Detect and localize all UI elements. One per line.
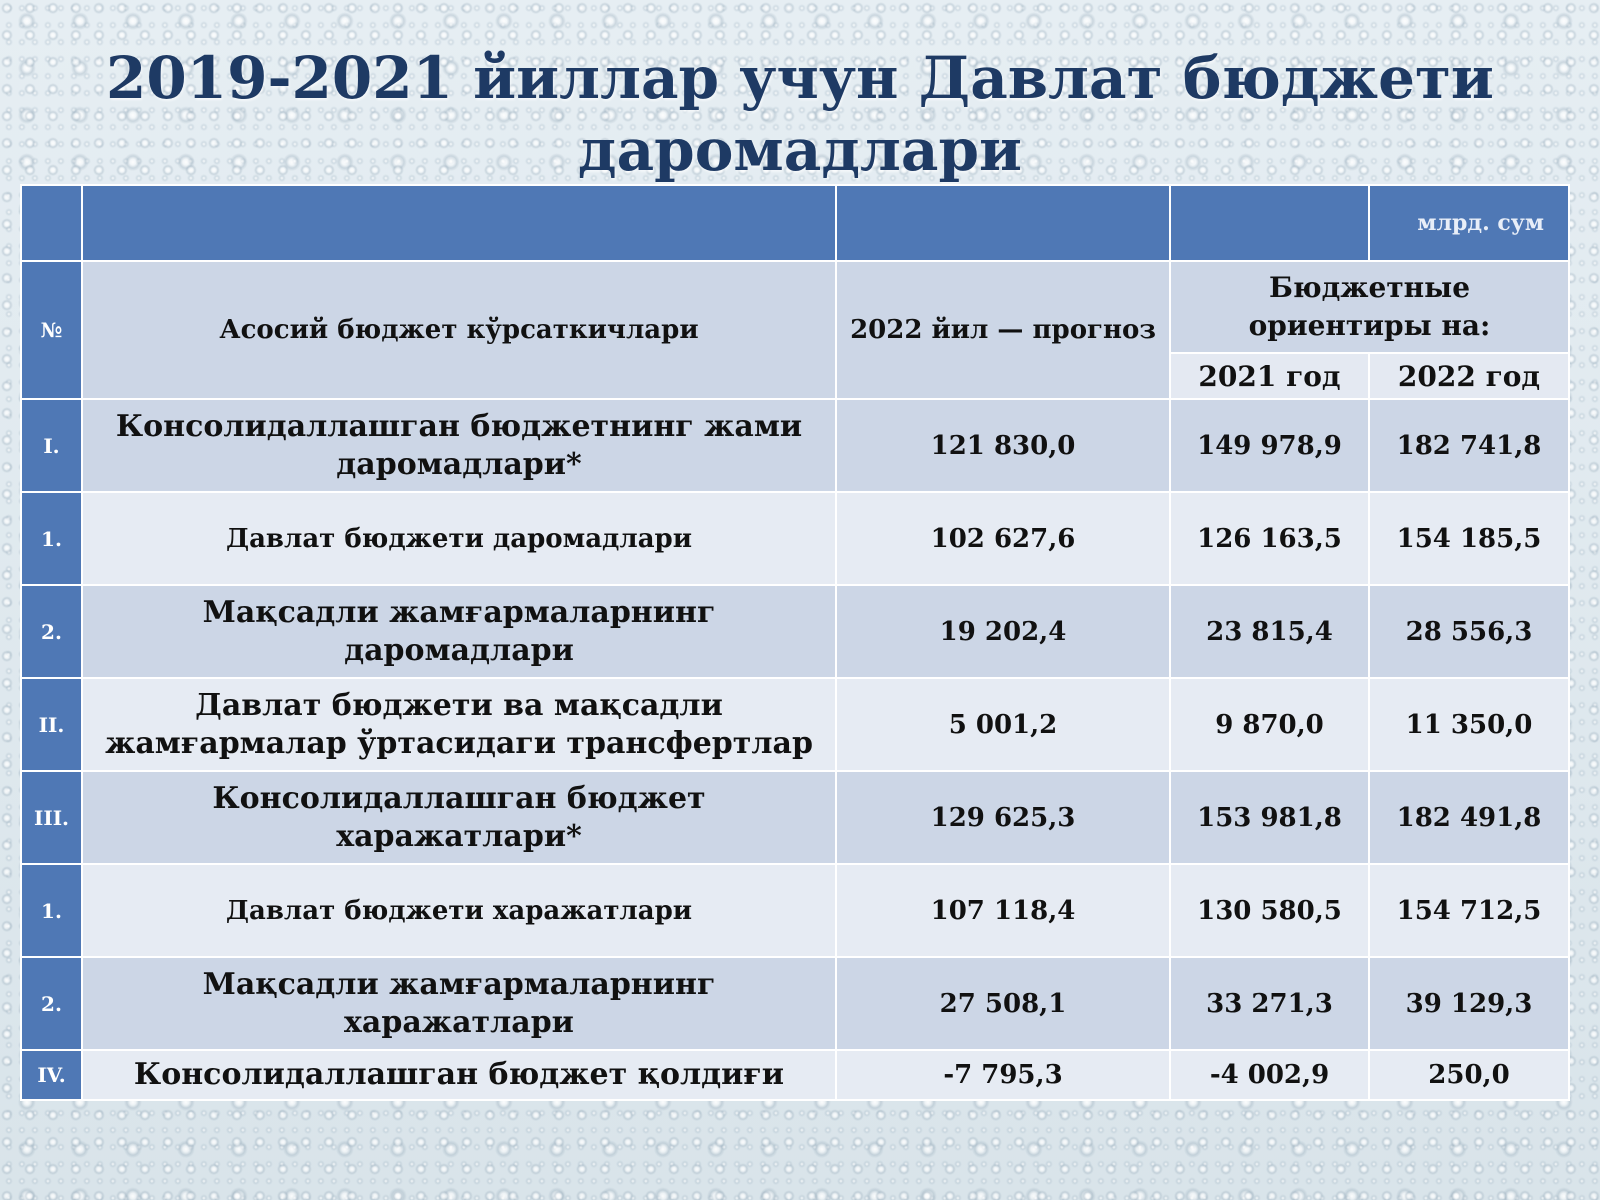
row-2022: 154 712,5 bbox=[1369, 864, 1569, 957]
row-2021: 153 981,8 bbox=[1170, 771, 1369, 864]
row-number: 2. bbox=[21, 957, 82, 1050]
row-indicator: Консолидаллашган бюджет қолдиғи bbox=[82, 1050, 836, 1100]
table-row bbox=[21, 585, 1569, 678]
row-number: II. bbox=[21, 678, 82, 771]
row-2022: 250,0 bbox=[1369, 1050, 1569, 1100]
table-row bbox=[21, 678, 1569, 771]
top-bar-cell bbox=[82, 185, 836, 261]
row-indicator: Мақсадли жамғармаларнинг даромадлари bbox=[82, 585, 836, 678]
row-forecast: 5 001,2 bbox=[836, 678, 1170, 771]
top-bar-cell bbox=[1170, 185, 1369, 261]
page-title bbox=[0, 42, 1600, 186]
row-2021: 149 978,9 bbox=[1170, 399, 1369, 492]
row-number: I. bbox=[21, 399, 82, 492]
row-forecast: 107 118,4 bbox=[836, 864, 1170, 957]
table-top-bar bbox=[21, 185, 1569, 261]
top-bar-cell bbox=[21, 185, 82, 261]
page-title-line-2: даромадлари bbox=[577, 116, 1023, 184]
row-2022: 182 741,8 bbox=[1369, 399, 1569, 492]
row-number: 2. bbox=[21, 585, 82, 678]
row-forecast: -7 795,3 bbox=[836, 1050, 1170, 1100]
table-row bbox=[21, 1050, 1569, 1100]
row-indicator: Давлат бюджети ва мақсадли жамғармалар ўртасидаги трансфертлар bbox=[82, 678, 836, 771]
row-forecast: 129 625,3 bbox=[836, 771, 1170, 864]
row-2022: 154 185,5 bbox=[1369, 492, 1569, 585]
row-indicator: Давлат бюджети даромадлари bbox=[82, 492, 836, 585]
row-2022: 182 491,8 bbox=[1369, 771, 1569, 864]
row-2021: 23 815,4 bbox=[1170, 585, 1369, 678]
header-orientirs: Бюджетные ориентиры на: bbox=[1170, 261, 1569, 353]
row-number: III. bbox=[21, 771, 82, 864]
row-indicator: Давлат бюджети харажатлари bbox=[82, 864, 836, 957]
row-2021: 33 271,3 bbox=[1170, 957, 1369, 1050]
table-row bbox=[21, 771, 1569, 864]
row-number: 1. bbox=[21, 864, 82, 957]
table-row bbox=[21, 957, 1569, 1050]
row-2022: 39 129,3 bbox=[1369, 957, 1569, 1050]
row-2021: -4 002,9 bbox=[1170, 1050, 1369, 1100]
table-row bbox=[21, 864, 1569, 957]
budget-table bbox=[20, 184, 1570, 1101]
row-2021: 130 580,5 bbox=[1170, 864, 1369, 957]
row-2021: 9 870,0 bbox=[1170, 678, 1369, 771]
row-forecast: 121 830,0 bbox=[836, 399, 1170, 492]
row-indicator: Консолидаллашган бюджет харажатлари* bbox=[82, 771, 836, 864]
row-forecast: 19 202,4 bbox=[836, 585, 1170, 678]
header-number: № bbox=[21, 261, 82, 399]
row-number: 1. bbox=[21, 492, 82, 585]
header-year-2021: 2021 год bbox=[1170, 353, 1369, 399]
row-2021: 126 163,5 bbox=[1170, 492, 1369, 585]
unit-label: млрд. сум bbox=[1369, 185, 1569, 261]
row-forecast: 27 508,1 bbox=[836, 957, 1170, 1050]
header-row bbox=[21, 261, 1569, 353]
row-number: IV. bbox=[21, 1050, 82, 1100]
header-forecast: 2022 йил — прогноз bbox=[836, 261, 1170, 399]
header-indicators: Асосий бюджет кўрсаткичлари bbox=[82, 261, 836, 399]
top-bar-cell bbox=[836, 185, 1170, 261]
header-year-2022: 2022 год bbox=[1369, 353, 1569, 399]
row-2022: 28 556,3 bbox=[1369, 585, 1569, 678]
table-row bbox=[21, 492, 1569, 585]
row-indicator: Мақсадли жамғармаларнинг харажатлари bbox=[82, 957, 836, 1050]
page-title-line-1: 2019-2021 йиллар учун Давлат бюджети bbox=[106, 44, 1494, 112]
row-2022: 11 350,0 bbox=[1369, 678, 1569, 771]
row-indicator: Консолидаллашган бюджетнинг жами даромадлари* bbox=[82, 399, 836, 492]
table-row bbox=[21, 399, 1569, 492]
row-forecast: 102 627,6 bbox=[836, 492, 1170, 585]
